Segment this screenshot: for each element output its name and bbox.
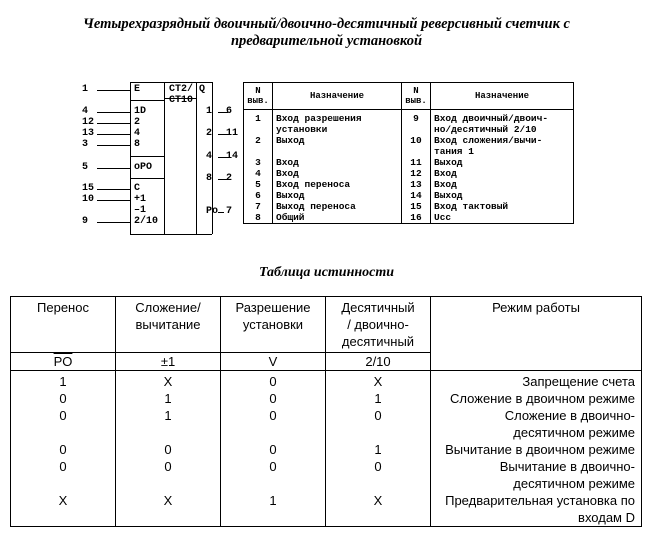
truth-row	[11, 441, 642, 458]
input-pin-lead	[97, 222, 130, 223]
pin-purpose	[273, 135, 402, 157]
truth-header-text: установки	[242, 317, 304, 332]
output-pin-label: Po	[206, 206, 219, 217]
truth-value-cell: 1	[116, 390, 221, 407]
truth-header-text: Разрешение	[235, 300, 311, 315]
pin-number: 4	[244, 168, 273, 179]
truth-header-text: Перенос	[37, 300, 89, 315]
pin-purpose-line: Ucc	[434, 212, 452, 223]
truth-value-cell: 0	[11, 390, 116, 407]
pin-purpose	[431, 135, 574, 157]
pin-row	[244, 168, 574, 179]
input-pin-label: oPO	[134, 162, 153, 173]
output-pin-label: 4	[206, 151, 213, 162]
truth-header-cell	[431, 297, 642, 371]
truth-value-cell: X	[116, 492, 221, 527]
pin-purpose	[273, 179, 402, 190]
truth-row	[11, 492, 642, 527]
title-line-1: Четырехразрядный двоичный/двоично-десятичный реверсивный счетчик с	[82, 16, 570, 32]
pin-number: 10	[402, 135, 431, 157]
pin-n-header-text: N	[255, 86, 261, 96]
truth-value-cell: 0	[221, 371, 326, 391]
truth-mode-cell	[431, 458, 642, 492]
input-pin-lead	[97, 90, 130, 91]
pin-purpose-line: Вход тактовый	[434, 201, 509, 212]
symbol-sep-po	[130, 178, 164, 179]
truth-value-cell: 0	[221, 458, 326, 492]
pin-purpose	[431, 110, 574, 136]
truth-variable-cell: 2/10	[326, 353, 431, 371]
pin-row	[244, 110, 574, 136]
truth-value-cell: 1	[326, 441, 431, 458]
truth-value-cell: X	[11, 492, 116, 527]
output-pin-number: 11	[226, 128, 239, 139]
truth-row	[11, 390, 642, 407]
pin-purpose	[273, 110, 402, 136]
symbol-left-border	[130, 82, 131, 234]
truth-header-text: вычитание	[135, 317, 201, 332]
pin-purpose-line: но/десятичный 2/10	[434, 124, 537, 135]
truth-value-cell: 0	[11, 407, 116, 441]
pin-number: 9	[402, 110, 431, 136]
truth-value-cell: 0	[326, 458, 431, 492]
document-title	[0, 16, 653, 50]
truth-value-cell: 0	[11, 441, 116, 458]
pin-purpose	[273, 157, 402, 168]
pin-number: 7	[244, 201, 273, 212]
truth-mode-cell	[431, 407, 642, 441]
pin-row	[244, 135, 574, 157]
pin-number: 14	[402, 190, 431, 201]
symbol-sep-data	[130, 156, 164, 157]
pin-number: 15	[402, 201, 431, 212]
pin-number: 5	[244, 179, 273, 190]
truth-value-cell: 1	[11, 371, 116, 391]
pin-purpose	[431, 179, 574, 190]
pin-purpose-line: тания 1	[434, 146, 474, 157]
pin-n-header-text: выв.	[405, 96, 427, 106]
pin-purpose	[273, 168, 402, 179]
pin-purpose	[273, 201, 402, 212]
pin-number: 6	[244, 190, 273, 201]
symbol-divider-2	[196, 82, 197, 234]
truth-value-cell: 0	[326, 407, 431, 441]
pin-purpose-line: Общий	[276, 212, 305, 223]
input-pin-number: 5	[82, 162, 89, 173]
symbol-divider-1	[164, 82, 165, 234]
input-pin-number: 13	[82, 128, 95, 139]
truth-mode-cell	[431, 441, 642, 458]
truth-value-cell: 1	[221, 492, 326, 527]
truth-value-cell: X	[326, 371, 431, 391]
pin-purpose	[431, 212, 574, 224]
pin-purpose-line: установки	[276, 124, 328, 135]
truth-row	[11, 371, 642, 391]
input-pin-number: 3	[82, 139, 89, 150]
output-pin-number: 2	[226, 173, 233, 184]
input-pin-lead	[97, 145, 130, 146]
truth-table-title: Таблица истинности	[258, 265, 395, 280]
truth-variable-cell: $\overline{PO}$	[11, 353, 116, 371]
pin-purpose	[273, 212, 402, 224]
truth-mode-cell	[431, 492, 642, 527]
pin-purpose-line: Выход	[276, 135, 305, 146]
input-pin-number: 15	[82, 183, 95, 194]
pin-row	[244, 201, 574, 212]
truth-mode-text: Вычитание в двоично-	[499, 459, 635, 474]
input-pin-lead	[97, 200, 130, 201]
symbol-sep-e	[130, 100, 164, 101]
truth-value-cell: 1	[326, 390, 431, 407]
truth-value-cell: 0	[221, 441, 326, 458]
pin-purpose	[431, 168, 574, 179]
truth-row	[11, 458, 642, 492]
pin-row	[244, 212, 574, 224]
pin-number: 12	[402, 168, 431, 179]
truth-mode-text: Запрещение счета	[522, 374, 635, 389]
truth-header-text: Режим работы	[492, 300, 580, 315]
pin-number: 2	[244, 135, 273, 157]
truth-value-cell: X	[116, 371, 221, 391]
truth-mode-text: десятичном режиме	[513, 476, 635, 491]
truth-value-cell: 1	[116, 407, 221, 441]
symbol-type-1: CT2/	[169, 84, 194, 95]
pin-n-header-right	[402, 83, 431, 110]
pin-row	[244, 179, 574, 190]
input-pin-lead	[97, 112, 130, 113]
pin-purpose-line: Вход сложения/вычи-	[434, 135, 543, 146]
pin-purpose-header-left: Назначение	[273, 83, 402, 110]
input-pin-label: C	[134, 183, 141, 194]
pin-row	[244, 190, 574, 201]
pin-number: 16	[402, 212, 431, 224]
pin-n-header-left	[244, 83, 273, 110]
truth-mode-text: Предварительная установка по	[445, 493, 635, 508]
pin-number: 1	[244, 110, 273, 136]
input-pin-number: 9	[82, 216, 89, 227]
symbol-top-border	[130, 82, 212, 83]
pin-purpose-line: Вход разрешения	[276, 113, 362, 124]
output-pin-number: 7	[226, 206, 233, 217]
pin-purpose-line: Выход	[434, 190, 463, 201]
truth-header-cell	[11, 297, 116, 353]
pin-row	[244, 157, 574, 168]
input-pin-number: 10	[82, 194, 95, 205]
truth-value-cell: 0	[116, 441, 221, 458]
truth-header-text: / двоично-	[347, 317, 409, 332]
truth-value-cell: 0	[116, 458, 221, 492]
truth-row	[11, 407, 642, 441]
input-pin-label: +1	[134, 194, 147, 205]
pin-purpose-line: Вход	[434, 168, 457, 179]
pin-table	[243, 82, 574, 224]
truth-value-cell: 0	[11, 458, 116, 492]
pin-number: 3	[244, 157, 273, 168]
symbol-q-label: Q	[199, 84, 206, 95]
pin-purpose-line: Вход переноса	[276, 179, 351, 190]
pin-number: 13	[402, 179, 431, 190]
pin-purpose	[431, 201, 574, 212]
output-pin-number: 6	[226, 106, 233, 117]
input-pin-label: 2	[134, 117, 141, 128]
pin-purpose	[431, 190, 574, 201]
pin-n-header-text: выв.	[247, 96, 269, 106]
truth-value-cell: 0	[221, 407, 326, 441]
output-pin-label: 8	[206, 173, 213, 184]
input-pin-lead	[97, 123, 130, 124]
pin-purpose-line: Выход	[276, 190, 305, 201]
truth-header-text: десятичный	[341, 334, 415, 349]
input-pin-label: 2/10	[134, 216, 159, 227]
input-pin-lead	[97, 189, 130, 190]
truth-header-cell	[221, 297, 326, 353]
input-pin-label: –1	[134, 205, 147, 216]
truth-header-cell	[326, 297, 431, 353]
symbol-type-2: CT10	[169, 95, 194, 106]
truth-variable-cell: ±1	[116, 353, 221, 371]
output-pin-number: 14	[226, 151, 239, 162]
pin-purpose-line: Выход	[434, 157, 463, 168]
pin-purpose	[431, 157, 574, 168]
output-pin-label: 2	[206, 128, 213, 139]
truth-mode-text: десятичном режиме	[513, 425, 635, 440]
input-pin-number: 1	[82, 84, 89, 95]
output-pin-label: 1	[206, 106, 213, 117]
truth-mode-cell	[431, 371, 642, 391]
input-pin-lead	[97, 168, 130, 169]
pin-n-header-text: N	[413, 86, 419, 96]
pin-number: 8	[244, 212, 273, 224]
title-line-2: предварительной установкой	[230, 33, 423, 49]
symbol-bottom-border	[130, 234, 212, 235]
pin-purpose	[273, 190, 402, 201]
input-pin-label: 1D	[134, 106, 147, 117]
pin-purpose-line: Вход	[276, 157, 299, 168]
truth-mode-text: входам D	[578, 510, 635, 525]
truth-value-cell: 0	[221, 390, 326, 407]
truth-mode-cell	[431, 390, 642, 407]
pin-number: 11	[402, 157, 431, 168]
pin-purpose-header-right: Назначение	[431, 83, 574, 110]
truth-header-text: Десятичный	[341, 300, 415, 315]
pin-purpose-line: Вход	[434, 179, 457, 190]
truth-value-cell: X	[326, 492, 431, 527]
truth-mode-text: Вычитание в двоичном режиме	[445, 442, 635, 457]
input-pin-lead	[97, 134, 130, 135]
truth-mode-text: Сложение в двоично-	[504, 408, 635, 423]
input-pin-label: E	[134, 84, 141, 95]
truth-header-cell	[116, 297, 221, 353]
input-pin-number: 4	[82, 106, 89, 117]
input-pin-label: 4	[134, 128, 141, 139]
truth-variable-cell: V	[221, 353, 326, 371]
input-pin-number: 12	[82, 117, 95, 128]
truth-header-text: Сложение/	[135, 300, 201, 315]
pin-purpose-line: Вход двоичный/двоич-	[434, 113, 549, 124]
output-pin-lead	[218, 212, 224, 213]
truth-mode-text: Сложение в двоичном режиме	[450, 391, 635, 406]
pin-purpose-line: Выход переноса	[276, 201, 356, 212]
pin-purpose-line: Вход	[276, 168, 299, 179]
truth-table	[10, 296, 642, 527]
input-pin-label: 8	[134, 139, 141, 150]
